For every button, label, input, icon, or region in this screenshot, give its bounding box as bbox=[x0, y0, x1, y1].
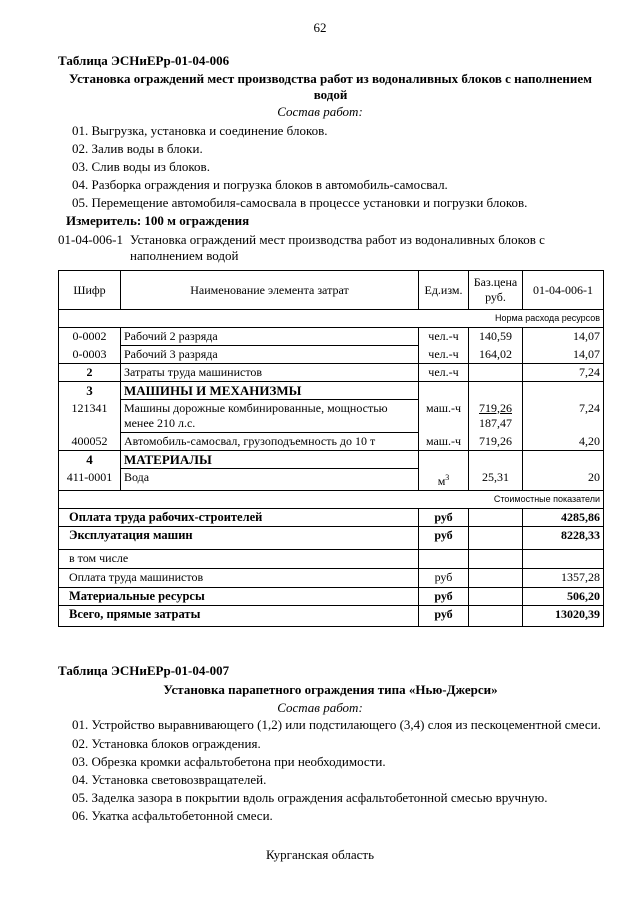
item-text-2: наполнением водой bbox=[130, 248, 239, 263]
cost-label: Стоимостные показатели bbox=[59, 490, 604, 508]
unit-superscript: 3 bbox=[445, 472, 450, 482]
cell-code: 0-0002 bbox=[59, 328, 121, 346]
cell-value: 4,20 bbox=[523, 433, 604, 451]
work-item: 06. Укатка асфальтобетонной смеси. bbox=[72, 808, 273, 823]
work-item: 05. Перемещение автомобиля-самосвала в процессе установки и погрузки блоков. bbox=[72, 195, 528, 210]
summary-value: 506,20 bbox=[523, 587, 604, 605]
cell-code: 2 bbox=[59, 364, 121, 382]
item-text: Установка ограждений мест производства работ из водоналивных блоков с bbox=[130, 232, 545, 247]
header-value: 01-04-006-1 bbox=[523, 271, 604, 310]
summary-row bbox=[59, 526, 604, 549]
table-title: Установка ограждений мест производства работ из водоналивных блоков с наполнением водой bbox=[69, 71, 592, 102]
table-code-2: Таблица ЭСНиЕРр-01-04-007 bbox=[58, 663, 230, 678]
composition-heading: Состав работ: bbox=[277, 104, 363, 119]
work-item: 01. Выгрузка, установка и соединение блоков. bbox=[72, 123, 328, 138]
summary-unit: руб bbox=[419, 605, 469, 626]
item-code: 01-04-006-1 bbox=[58, 232, 123, 247]
table-row bbox=[59, 328, 604, 346]
table-row bbox=[59, 469, 604, 491]
table-row bbox=[59, 433, 604, 451]
summary-name: в том числе bbox=[59, 549, 419, 568]
cell-code: 121341 bbox=[59, 400, 121, 433]
summary-row bbox=[59, 605, 604, 626]
summary-name: Всего, прямые затраты bbox=[59, 605, 419, 626]
header-code: Шифр bbox=[59, 271, 121, 310]
cell-value: 14,07 bbox=[523, 346, 604, 364]
cell-name: Автомобиль-самосвал, грузоподъемность до 10 т bbox=[121, 433, 419, 451]
summary-unit: руб bbox=[419, 587, 469, 605]
page-number: 62 bbox=[313, 20, 327, 35]
section-row bbox=[59, 451, 604, 469]
summary-name: Оплата труда рабочих-строителей bbox=[59, 508, 419, 526]
cell-unit: маш.-ч bbox=[419, 400, 469, 433]
header-name: Наименование элемента затрат bbox=[121, 271, 419, 310]
cell-price: 25,31 bbox=[469, 469, 523, 491]
summary-value: 1357,28 bbox=[523, 568, 604, 587]
price-value-2: 187,47 bbox=[479, 415, 512, 430]
summary-unit: руб bbox=[419, 526, 469, 549]
cell-value: 7,24 bbox=[523, 400, 604, 433]
header-price: Баз.цена руб. bbox=[469, 271, 523, 310]
summary-name: Эксплуатация машин bbox=[59, 526, 419, 549]
cell-unit: чел.-ч bbox=[419, 364, 469, 382]
cell-name: Машины дорожные комбинированные, мощностью менее 210 л.с. bbox=[121, 400, 419, 433]
cell-price: 164,02 bbox=[469, 346, 523, 364]
summary-row bbox=[59, 568, 604, 587]
summary-value: 13020,39 bbox=[523, 605, 604, 626]
section-row bbox=[59, 382, 604, 400]
cell-unit: чел.-ч bbox=[419, 346, 469, 364]
cell-name: Рабочий 2 разряда bbox=[121, 328, 419, 346]
summary-unit: руб bbox=[419, 508, 469, 526]
section-title: МАТЕРИАЛЫ bbox=[121, 451, 419, 469]
cell-code: 411-0001 bbox=[59, 469, 121, 491]
summary-name: Материальные ресурсы bbox=[59, 587, 419, 605]
cell-value: 14,07 bbox=[523, 328, 604, 346]
resource-table bbox=[58, 270, 604, 627]
summary-unit: руб bbox=[419, 568, 469, 587]
cell-name: Затраты труда машинистов bbox=[121, 364, 419, 382]
table-row bbox=[59, 364, 604, 382]
work-item: 03. Слив воды из блоков. bbox=[72, 159, 210, 174]
summary-row bbox=[59, 587, 604, 605]
cell-name: Рабочий 3 разряда bbox=[121, 346, 419, 364]
table-header-row bbox=[59, 271, 604, 310]
cell-price: 140,59 bbox=[469, 328, 523, 346]
summary-row bbox=[59, 508, 604, 526]
cell-price: 719,26 bbox=[469, 433, 523, 451]
work-item: 04. Установка световозвращателей. bbox=[72, 772, 267, 787]
summary-name: Оплата труда машинистов bbox=[59, 568, 419, 587]
price-value: 719,26 bbox=[479, 400, 512, 415]
cell-code: 3 bbox=[59, 382, 121, 400]
cost-label-row bbox=[59, 490, 604, 508]
unit-base: м bbox=[437, 473, 446, 488]
cell-value: 7,24 bbox=[523, 364, 604, 382]
summary-value: 4285,86 bbox=[523, 508, 604, 526]
cell-code: 400052 bbox=[59, 433, 121, 451]
work-item: 03. Обрезка кромки асфальтобетона при необходимости. bbox=[72, 754, 386, 769]
measure: Измеритель: 100 м ограждения bbox=[66, 213, 250, 228]
norm-label: Норма расхода ресурсов bbox=[59, 310, 604, 328]
cell-price bbox=[469, 364, 523, 382]
norm-label-row bbox=[59, 310, 604, 328]
header-unit: Ед.изм. bbox=[419, 271, 469, 310]
cell-value: 20 bbox=[523, 469, 604, 491]
footer-region: Курганская область bbox=[265, 847, 375, 862]
composition-heading-2: Состав работ: bbox=[277, 700, 363, 715]
section-title: МАШИНЫ И МЕХАНИЗМЫ bbox=[121, 382, 419, 400]
cell-unit: чел.-ч bbox=[419, 328, 469, 346]
table-row bbox=[59, 346, 604, 364]
cell-price bbox=[469, 400, 523, 433]
cell-code: 4 bbox=[59, 451, 121, 469]
work-item: 01. Устройство выравнивающего (1,2) или подстилающего (3,4) слоя из пескоцементной смеси. bbox=[72, 717, 601, 732]
summary-value: 8228,33 bbox=[523, 526, 604, 549]
work-item: 02. Залив воды в блоки. bbox=[72, 141, 203, 156]
table-title-2: Установка парапетного ограждения типа «Нью-Джерси» bbox=[163, 682, 498, 697]
summary-row bbox=[59, 549, 604, 568]
cell-name: Вода bbox=[121, 469, 419, 491]
cell-code: 0-0003 bbox=[59, 346, 121, 364]
cell-unit bbox=[419, 469, 469, 491]
cell-unit: маш.-ч bbox=[419, 433, 469, 451]
work-item: 04. Разборка ограждения и погрузка блоков в автомобиль-самосвал. bbox=[72, 177, 448, 192]
work-item: 05. Заделка зазора в покрытии вдоль ограждения асфальтобетонной смесью вручную. bbox=[72, 790, 548, 805]
table-code: Таблица ЭСНиЕРр-01-04-006 bbox=[58, 53, 230, 68]
work-item: 02. Установка блоков ограждения. bbox=[72, 736, 261, 751]
table-row bbox=[59, 400, 604, 433]
